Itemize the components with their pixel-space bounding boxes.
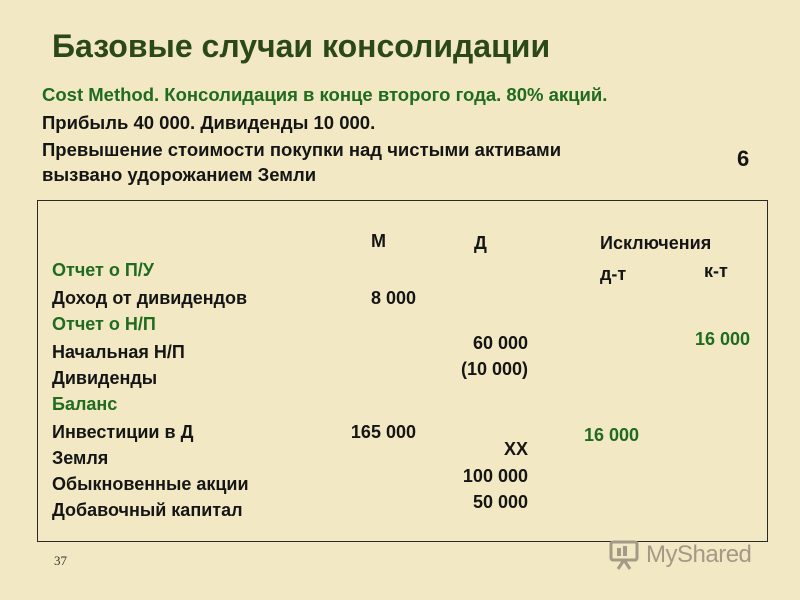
page-number: 37 (54, 553, 67, 568)
slide-case-number: 6 (737, 146, 750, 171)
cell-d-opening-retained: 60 000 (472, 333, 528, 353)
subtitle-line-4: вызвано удорожанием Земли (42, 164, 317, 185)
row-label-common-stock: Обыкновенные акции (52, 474, 249, 494)
header-debit: д-т (600, 264, 627, 284)
presentation-board-icon (608, 539, 642, 571)
cell-m-investment: 165 000 (350, 422, 416, 442)
cell-d-apic: 50 000 (472, 492, 528, 512)
header-credit: к-т (704, 261, 728, 281)
cell-d-land: ХХ (503, 439, 528, 459)
cell-m-dividend-income: 8 000 (370, 288, 416, 308)
subtitle-line-3: Превышение стоимости покупки над чистыми активами (42, 139, 562, 160)
row-label-apic: Добавочный капитал (52, 500, 243, 520)
header-d: Д (474, 233, 487, 253)
row-label-land: Земля (52, 448, 109, 468)
row-label-section-income: Отчет о П/У (52, 260, 154, 280)
row-label-section-balance: Баланс (52, 394, 118, 414)
cell-d-common-stock: 100 000 (462, 466, 528, 486)
row-label-opening-retained: Начальная Н/П (52, 342, 185, 362)
myshared-watermark (608, 538, 751, 572)
header-m: М (371, 231, 386, 251)
cell-d-dividends: (10 000) (460, 359, 528, 379)
header-eliminations: Исключения (600, 233, 712, 253)
cell-elim-credit-opening-retained: 16 000 (695, 329, 751, 349)
subtitle-line-2: Прибыль 40 000. Дивиденды 10 000. (42, 112, 376, 133)
row-label-dividend-income: Доход от дивидендов (52, 288, 248, 308)
subtitle-line-1: Cost Method. Консолидация в конце второго года. 80% акций. (42, 84, 608, 105)
watermark-text: MyShared (646, 541, 752, 568)
row-label-dividends: Дивиденды (52, 368, 158, 388)
slide-title: Базовые случаи консолидации (52, 28, 551, 64)
row-label-investment: Инвестиции в Д (52, 422, 194, 442)
cell-elim-debit-investment: 16 000 (584, 425, 640, 445)
row-label-section-retained: Отчет о Н/П (52, 314, 156, 334)
consolidation-table-frame (37, 200, 768, 542)
